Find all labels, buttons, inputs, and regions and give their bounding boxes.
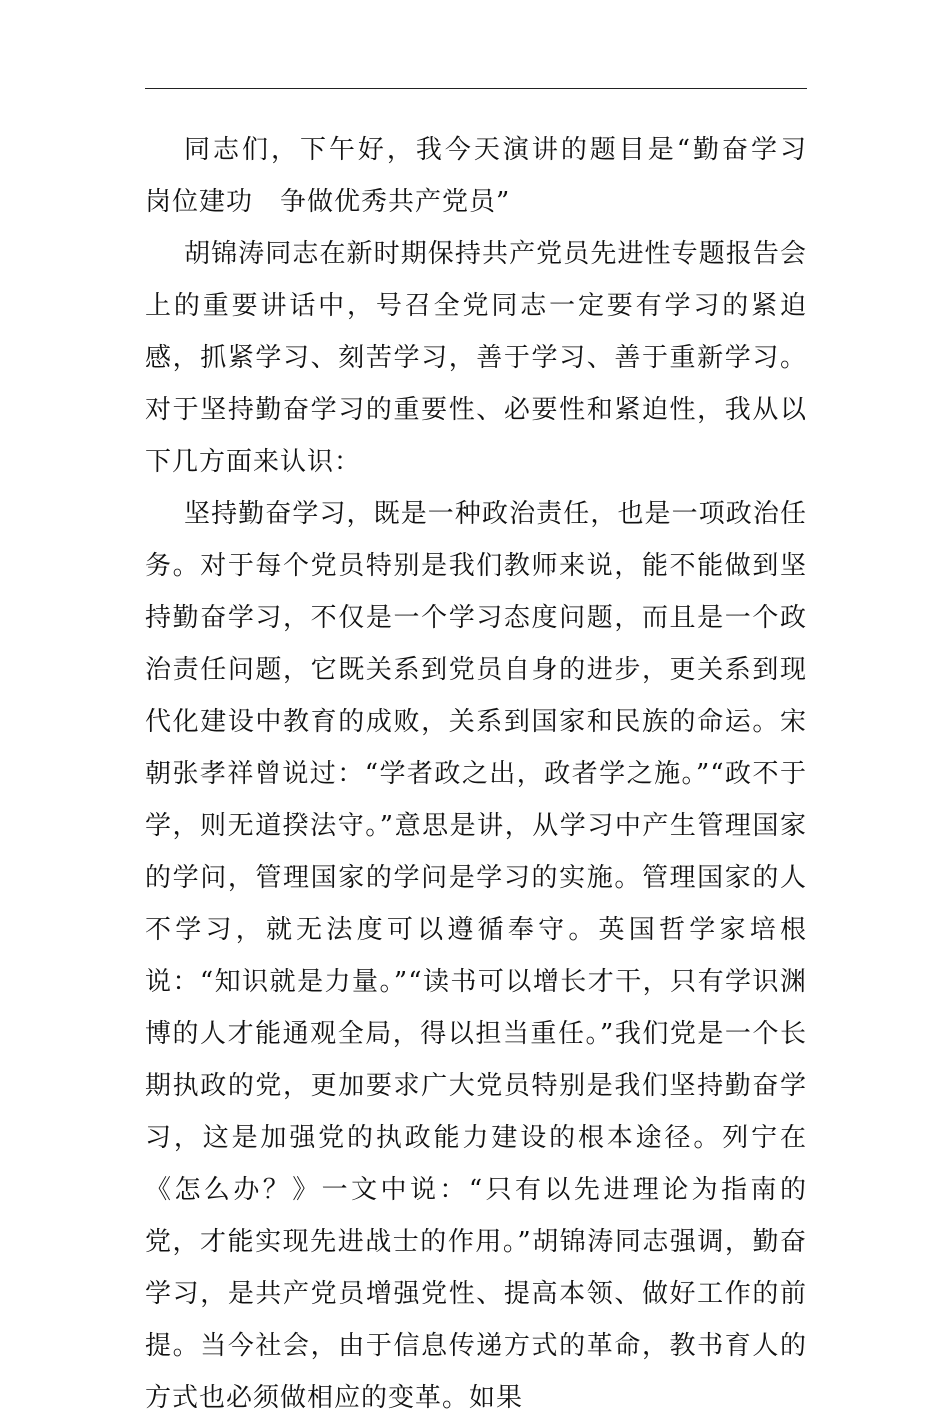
paragraph-greeting: 同志们，下午好，我今天演讲的题目是“勤奋学习 岗位建功 争做优秀共产党员” <box>145 135 835 217</box>
paragraph-main: 坚持勤奋学习，既是一种政治责任，也是一项政治任务。对于每个党员特别是我们教师来说，能不能做到坚持勤奋学习，不仅是一个学习态度问题，而且是一个政治责任问题，它既关系到党员自身的进步，更关系到现代化建设中教育的成败，关系到国家和民族的命运。宋朝张孝祥曾说过：“学者政之出，政者学之施。”“政不于学，则无道揆法守。”意思是讲，从学习中产生管理国家的学问，管理国家的学问是学习的实施。管理国家的人不学习，就无法度可以遵循奉守。英国哲学家培根说：“知识就是力量。”“读书可以增长才干，只有学识渊博的人才能通观全局，得以担当重任。”我们党是一个长期执政的党，更加要求广大党员特别是我们坚持勤奋学习，这是加强党的执政能力建设的根本途径。列宁在《怎么办？》一文中说：“只有以先进理论为指南的党，才能实现先进战士的作用。”胡锦涛同志强调，勤奋学习，是共产党员增强党性、提高本领、做好工作的前提。当今社会，由于信息传递方式的革命，教书育人的方式也必须做相应的变革。如果 <box>145 499 807 1413</box>
header-rule <box>145 88 807 89</box>
paragraph-intro: 胡锦涛同志在新时期保持共产党员先进性专题报告会上的重要讲话中，号召全党同志一定要有学习的紧迫感，抓紧学习、刻苦学习，善于学习、善于重新学习。对于坚持勤奋学习的重要性、必要性和紧迫性，我从以下几方面来认识： <box>145 239 807 477</box>
document-body <box>145 124 835 1424</box>
